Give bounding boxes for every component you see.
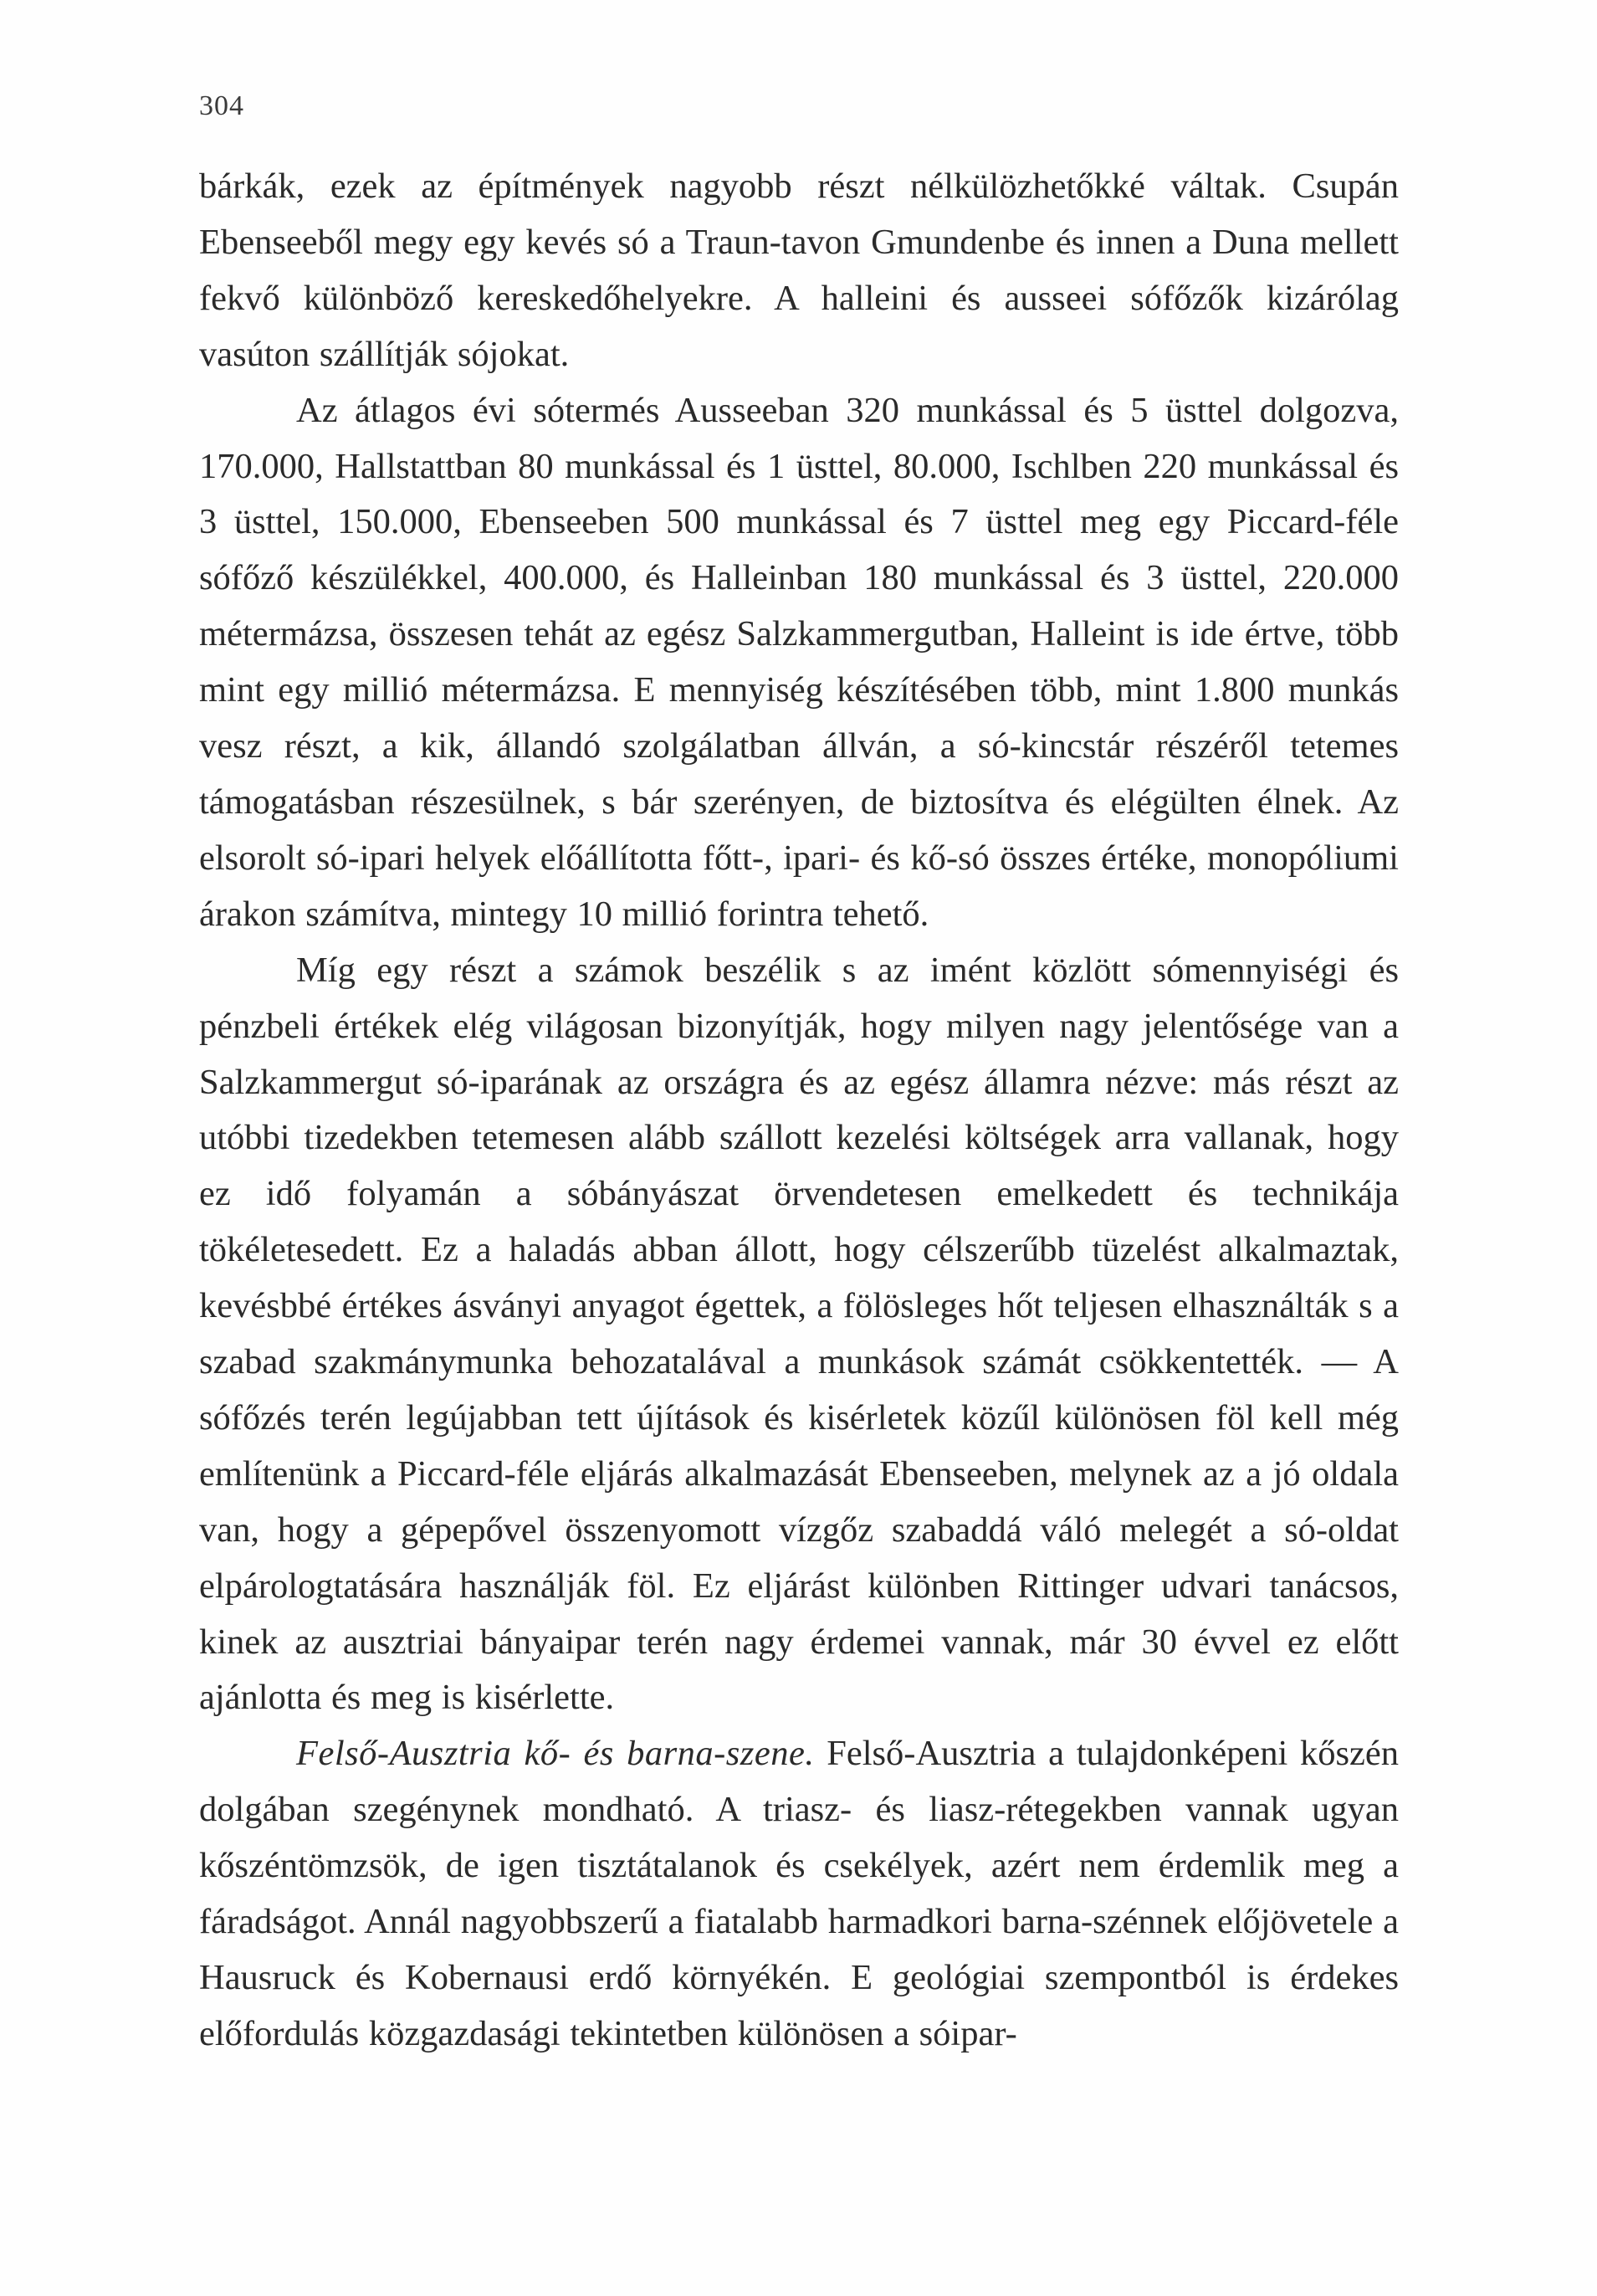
body-text <box>199 159 1399 2063</box>
paragraph-3: Míg egy részt a számok beszélik s az imént közlött sómennyiségi és pénzbeli értékek elég világosan bizonyítják, hogy milyen nagy jelentősége van a Salzkammergut só-iparának az országra és az egész államra nézve: más részt az utóbbi tizedekben tetemesen alább szállott kezelési költségek arra vallanak, hogy ez idő folyamán a sóbányászat örvendetesen emelkedett és technikája tökéletesedett. Ez a haladás abban állott, hogy célszerűbb tüzelést alkalmaztak, kevésbbé értékes ásványi anyagot égettek, a fölösleges hőt teljesen elhasználták s a szabad szakmánymunka behozatalával a munkások számát csökkentették. — A sófőzés terén legújabban tett újítások és kisérletek közűl különösen föl kell még említenünk a Piccard-féle eljárás alkalmazását Ebenseeben, melynek az a jó oldala van, hogy a gépерővel összenyomott vízgőz szabaddá váló melegét a só-oldat elpárologtatására használják föl. Ez eljárást különben Rittinger udvari tanácsos, kinek az ausztriai bányaipar terén nagy érdemei vannak, már 30 évvel ez előtt ajánlotta és meg is kisérlette. <box>199 950 1399 1718</box>
paragraph-4-text: Felső-Ausztria a tulajdonképeni kőszén dolgában szegénynek mondható. A triasz- és liasz-rétegekben vannak ugyan kőszéntömzsök, de igen tisztátalanok és csekélyek, azért nem érdemlik meg a fáradságot. Annál nagyobbszerű a fiatalabb harmadkori barna-szénnek előjövetele a Hausruck és Kobernausi erdő környékén. E geológiai szempontból is érdekes előfordulás közgazdasági tekintetben különösen a sóipar- <box>199 1734 1400 2053</box>
page-number: 304 <box>199 90 244 121</box>
section-title: Felső-Ausztria kő- és barna-szene. <box>296 1734 815 1774</box>
paragraph-4 <box>199 1726 1399 2062</box>
paragraph-2: Az átlagos évi sótermés Ausseeban 320 munkással és 5 üsttel dolgozva, 170.000, Hallstattban 80 munkással és 1 üsttel, 80.000, Ischlben 220 munkással és 3 üsttel, 150.000, Ebenseeben 500 munkással és 7 üsttel meg egy Piccard-féle sófőző készülékkel, 400.000, és Halleinban 180 munkással és 3 üsttel, 220.000 métermázsa, összesen tehát az egész Salzkammergutban, Halleint is ide értve, több mint egy millió métermázsa. E mennyiség készítésében több, mint 1.800 munkás vesz részt, a kik, állandó szolgálatban állván, a só-kincstár részéről tetemes támogatásban részesülnek, s bár szerényen, de biztosítva és elégülten élnek. Az elsorolt só-ipari helyek előállította főtt-, ipari- és kő-só összes értéke, monopóliumi árakon számítva, mintegy 10 millió forintra tehető. <box>199 390 1399 934</box>
paragraph-1: bárkák, ezek az építmények nagyobb részt nélkülözhetőkké váltak. Csupán Ebenseeből megy egy kevés só a Traun-tavon Gmundenbe és innen a Duna mellett fekvő különböző kereskedőhelyekre. A halleini és ausseei sófőzők kizárólag vasúton szállítják sójokat. <box>199 167 1399 374</box>
